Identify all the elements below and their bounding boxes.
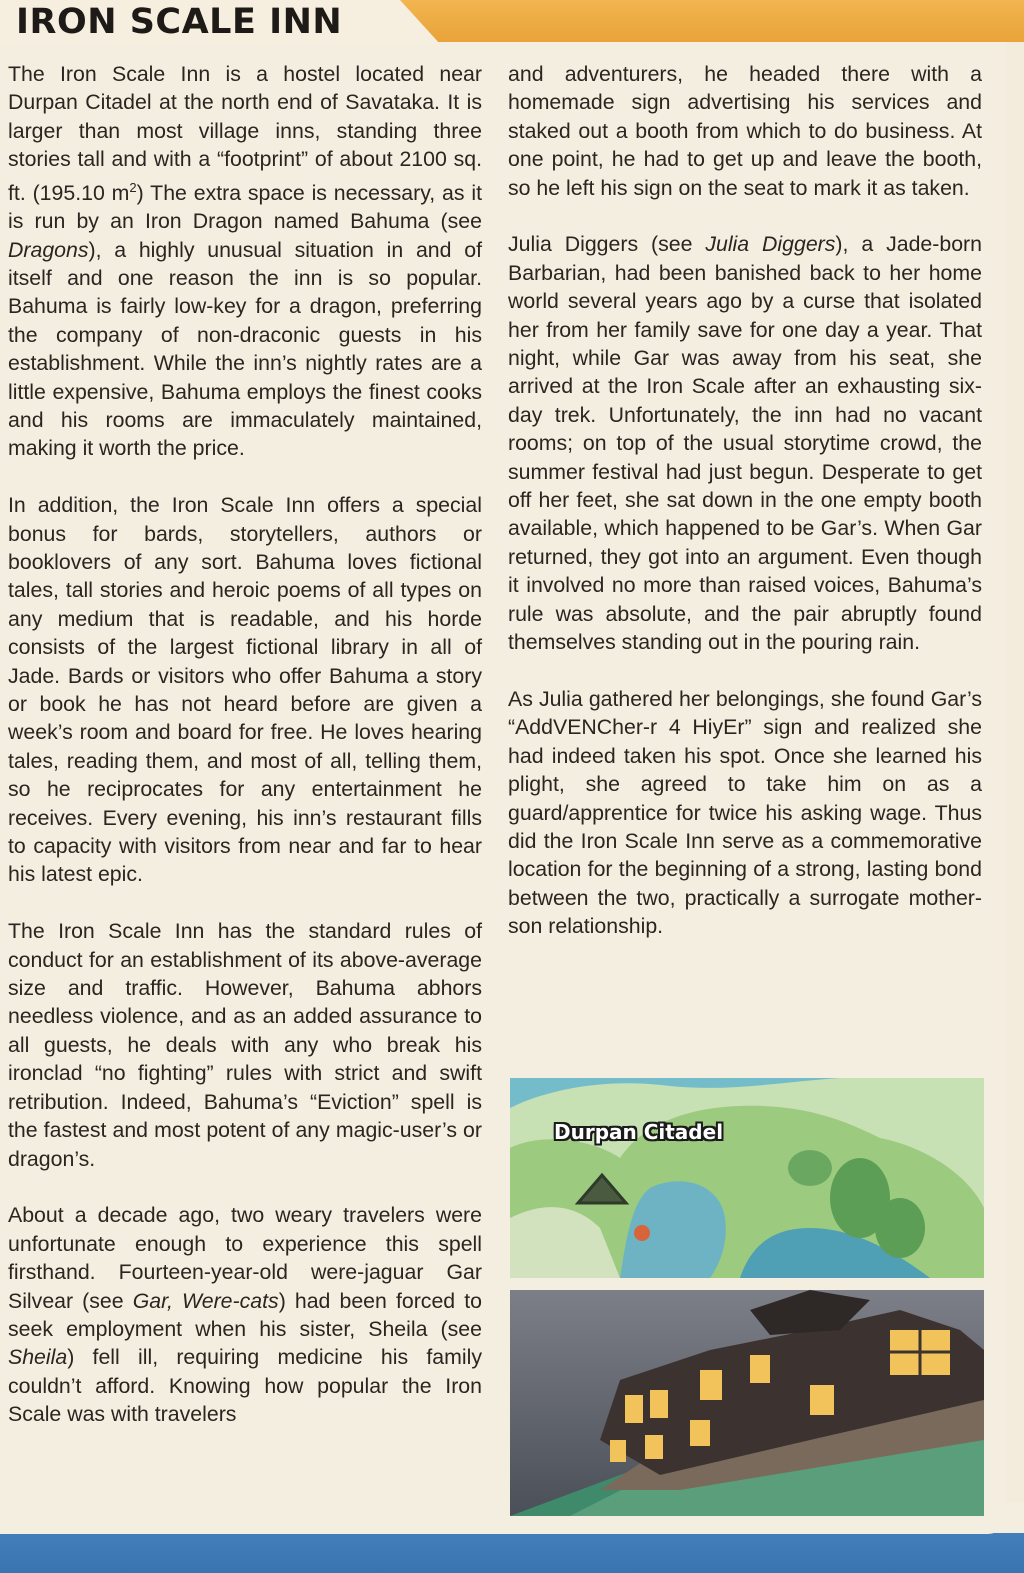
paragraph-bond: As Julia gathered her belongings, she found Gar’s “AddVENCher-r 4 HiyEr” sign and realized she had indeed taken his spot. Once she learned his plight, she agreed to take him on as a guard/apprentice for twice his asking wage. Thus did the Iron Scale Inn serve as a commemorative location for the beginning of a strong, lasting bond between the two, practically a surrogate mother-son relationship. [508,686,982,939]
location-map [510,1078,984,1278]
paragraph-gar-booth: and adventurers, he headed there with a homemade sign advertising his services and staked out a booth from which to do business. At one point, he had to get up and leave the booth, so he left his sign on the seat to mark it as taken. [508,62,982,200]
paragraph-rules-of-conduct: The Iron Scale Inn has the standard rules of conduct for an establishment of its above-average size and traffic. However, Bahuma abhors needless violence, and as an added assurance to all guests, he deals with any who break his ironclad “no fighting” rules with strict and swift retribution. Indeed, Bahuma’s “Eviction” spell is the fastest and most potent of any magic-user’s or dragon’s. [8,919,482,1171]
inn-illustration-graphic [510,1290,984,1516]
page-title: IRON SCALE INN [16,2,343,42]
inn-illustration [510,1290,984,1516]
cross-reference-sheila: Sheila [8,1345,68,1370]
right-column [508,60,982,969]
cross-reference-julia: Julia Diggers [705,232,836,257]
paragraph-intro: The Iron Scale Inn is a hostel located near Durpan Citadel at the north end of Savataka. It is larger than most village inns, standing three stories tall and with a “footprint” of about 2100 sq. ft. (195.10 $m^2$) The extra space is necessary, as it is run by an Iron Dragon named Bahuma (see Dragons), a highly unusual situation in and of itself and one reason the inn is so popular. Bahuma is fairly low-key for a dragon, preferring the company of non-draconic guests in his establishment. While the inn’s nightly rates are a little expensive, Bahuma employs the finest cooks and his rooms are immaculately maintained, making it worth the price. [8,62,483,461]
map-graphic [510,1078,984,1278]
paragraph-decade-ago: About a decade ago, two weary travelers were unfortunate enough to experience this spell firsthand. Fourteen-year-old were-jaguar Gar Silvear (see Gar, Were-cats) had been forced to seek employment when his sister, Sheila (see Sheila) fell ill, requiring medicine his family couldn’t afford. Knowing how popular the Iron Scale was with travelers [8,1203,482,1427]
cross-reference-dragons: Dragons [8,237,89,262]
left-column [8,60,482,1457]
cross-reference-gar: Gar, Were-cats [132,1288,279,1313]
map-label-durpan-citadel: Durpan Citadel [554,1120,724,1144]
paragraph-bards-bonus: In addition, the Iron Scale Inn offers a special bonus for bards, storytellers, authors or booklovers of any sort. Bahuma loves fictional tales, tall stories and heroic poems of all types on any medium that is readable, and his horde consists of the largest fictional library in all of Jade. Bards or visitors who offer Bahuma a story or book he has not heard before are given a week’s room and board for free. He loves hearing tales, reading them, and most of all, telling them, so he reciprocates for any entertainment he receives. Every evening, his inn’s restaurant fills to capacity with visitors from near and far to hear his latest epic. [8,493,482,887]
paragraph-julia-diggers: Julia Diggers (see Julia Diggers), a Jade-born Barbarian, had been banished back to her home world several years ago by a curse that isolated her from her family save for one day a year. That night, while Gar was away from his seat, she arrived at the Iron Scale after an exhausting six-day trek. Unfortunately, the inn had no vacant rooms; on top of the usual storytime crowd, the summer festival had just begun. Desperate to get off her feet, she sat down in the one empty booth available, which happened to be Gar’s. When Gar returned, they got into an argument. Even though it involved no more than raised voices, Bahuma’s rule was absolute, and the pair abruptly found themselves standing out in the pouring rain. [508,232,982,655]
